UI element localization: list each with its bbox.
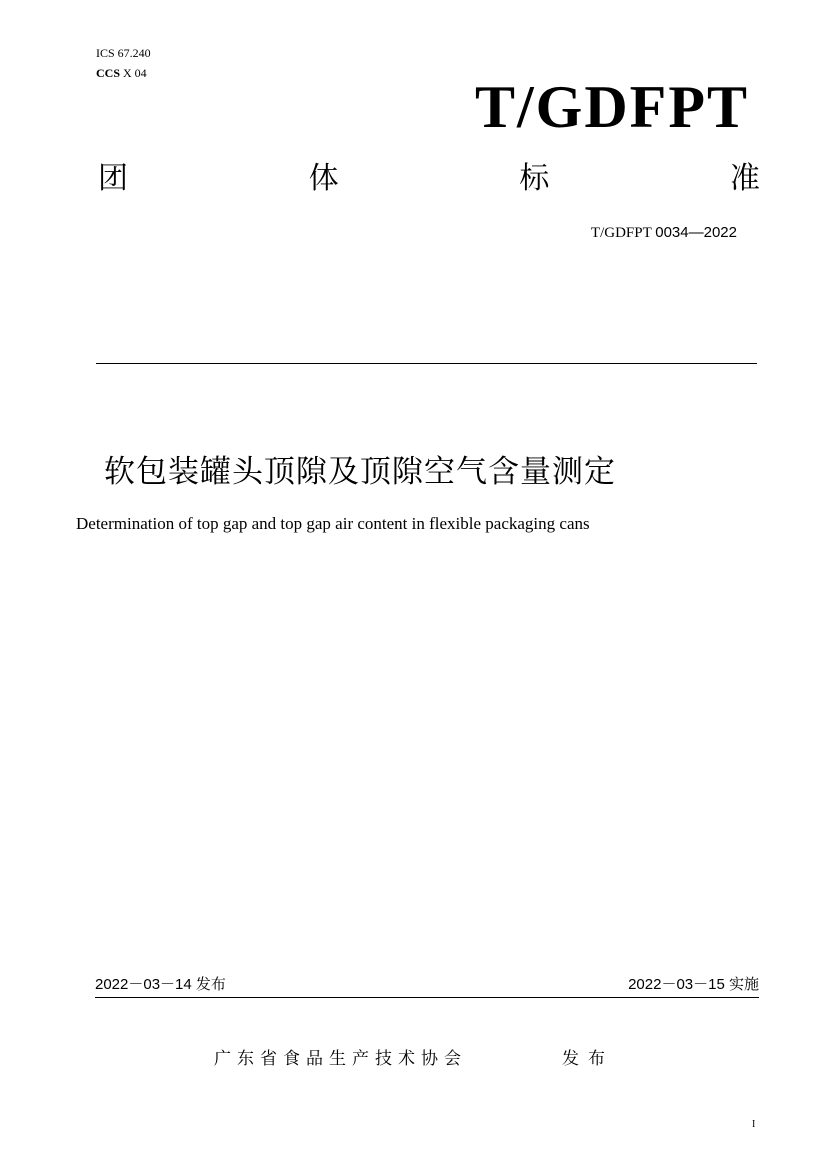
page-number: I <box>752 1119 756 1130</box>
ics-code: ICS 67.240 <box>96 46 151 60</box>
ccs-value: X 04 <box>120 66 147 80</box>
document-title-chinese: 软包装罐头顶隙及顶隙空气含量测定 <box>104 454 616 490</box>
standard-number-prefix: T/GDFPT <box>590 225 656 241</box>
implementation-date: 2022－03－15 实施 <box>628 976 759 993</box>
ccs-label: CCS <box>96 66 121 80</box>
standard-type-char: 准 <box>729 161 760 196</box>
standard-type-char: 标 <box>519 161 550 196</box>
standard-number <box>591 224 737 242</box>
standard-number-value: 0034—2022 <box>655 224 737 241</box>
date-row <box>95 975 759 998</box>
standard-type-char: 团 <box>98 161 128 196</box>
issue-date: 2022－03－14 发布 <box>95 976 226 993</box>
standard-type <box>98 160 760 198</box>
document-title-english: Determination of top gap and top gap air content in flexible packaging cans <box>76 514 590 533</box>
standard-type-char: 体 <box>308 161 339 196</box>
publish-label: 发布 <box>562 1049 614 1069</box>
ccs-code <box>96 66 147 81</box>
header-divider <box>96 363 757 364</box>
publisher-name: 广东省食品生产技术协会 <box>214 1049 467 1069</box>
standard-brand: T/GDFPT <box>474 74 749 140</box>
